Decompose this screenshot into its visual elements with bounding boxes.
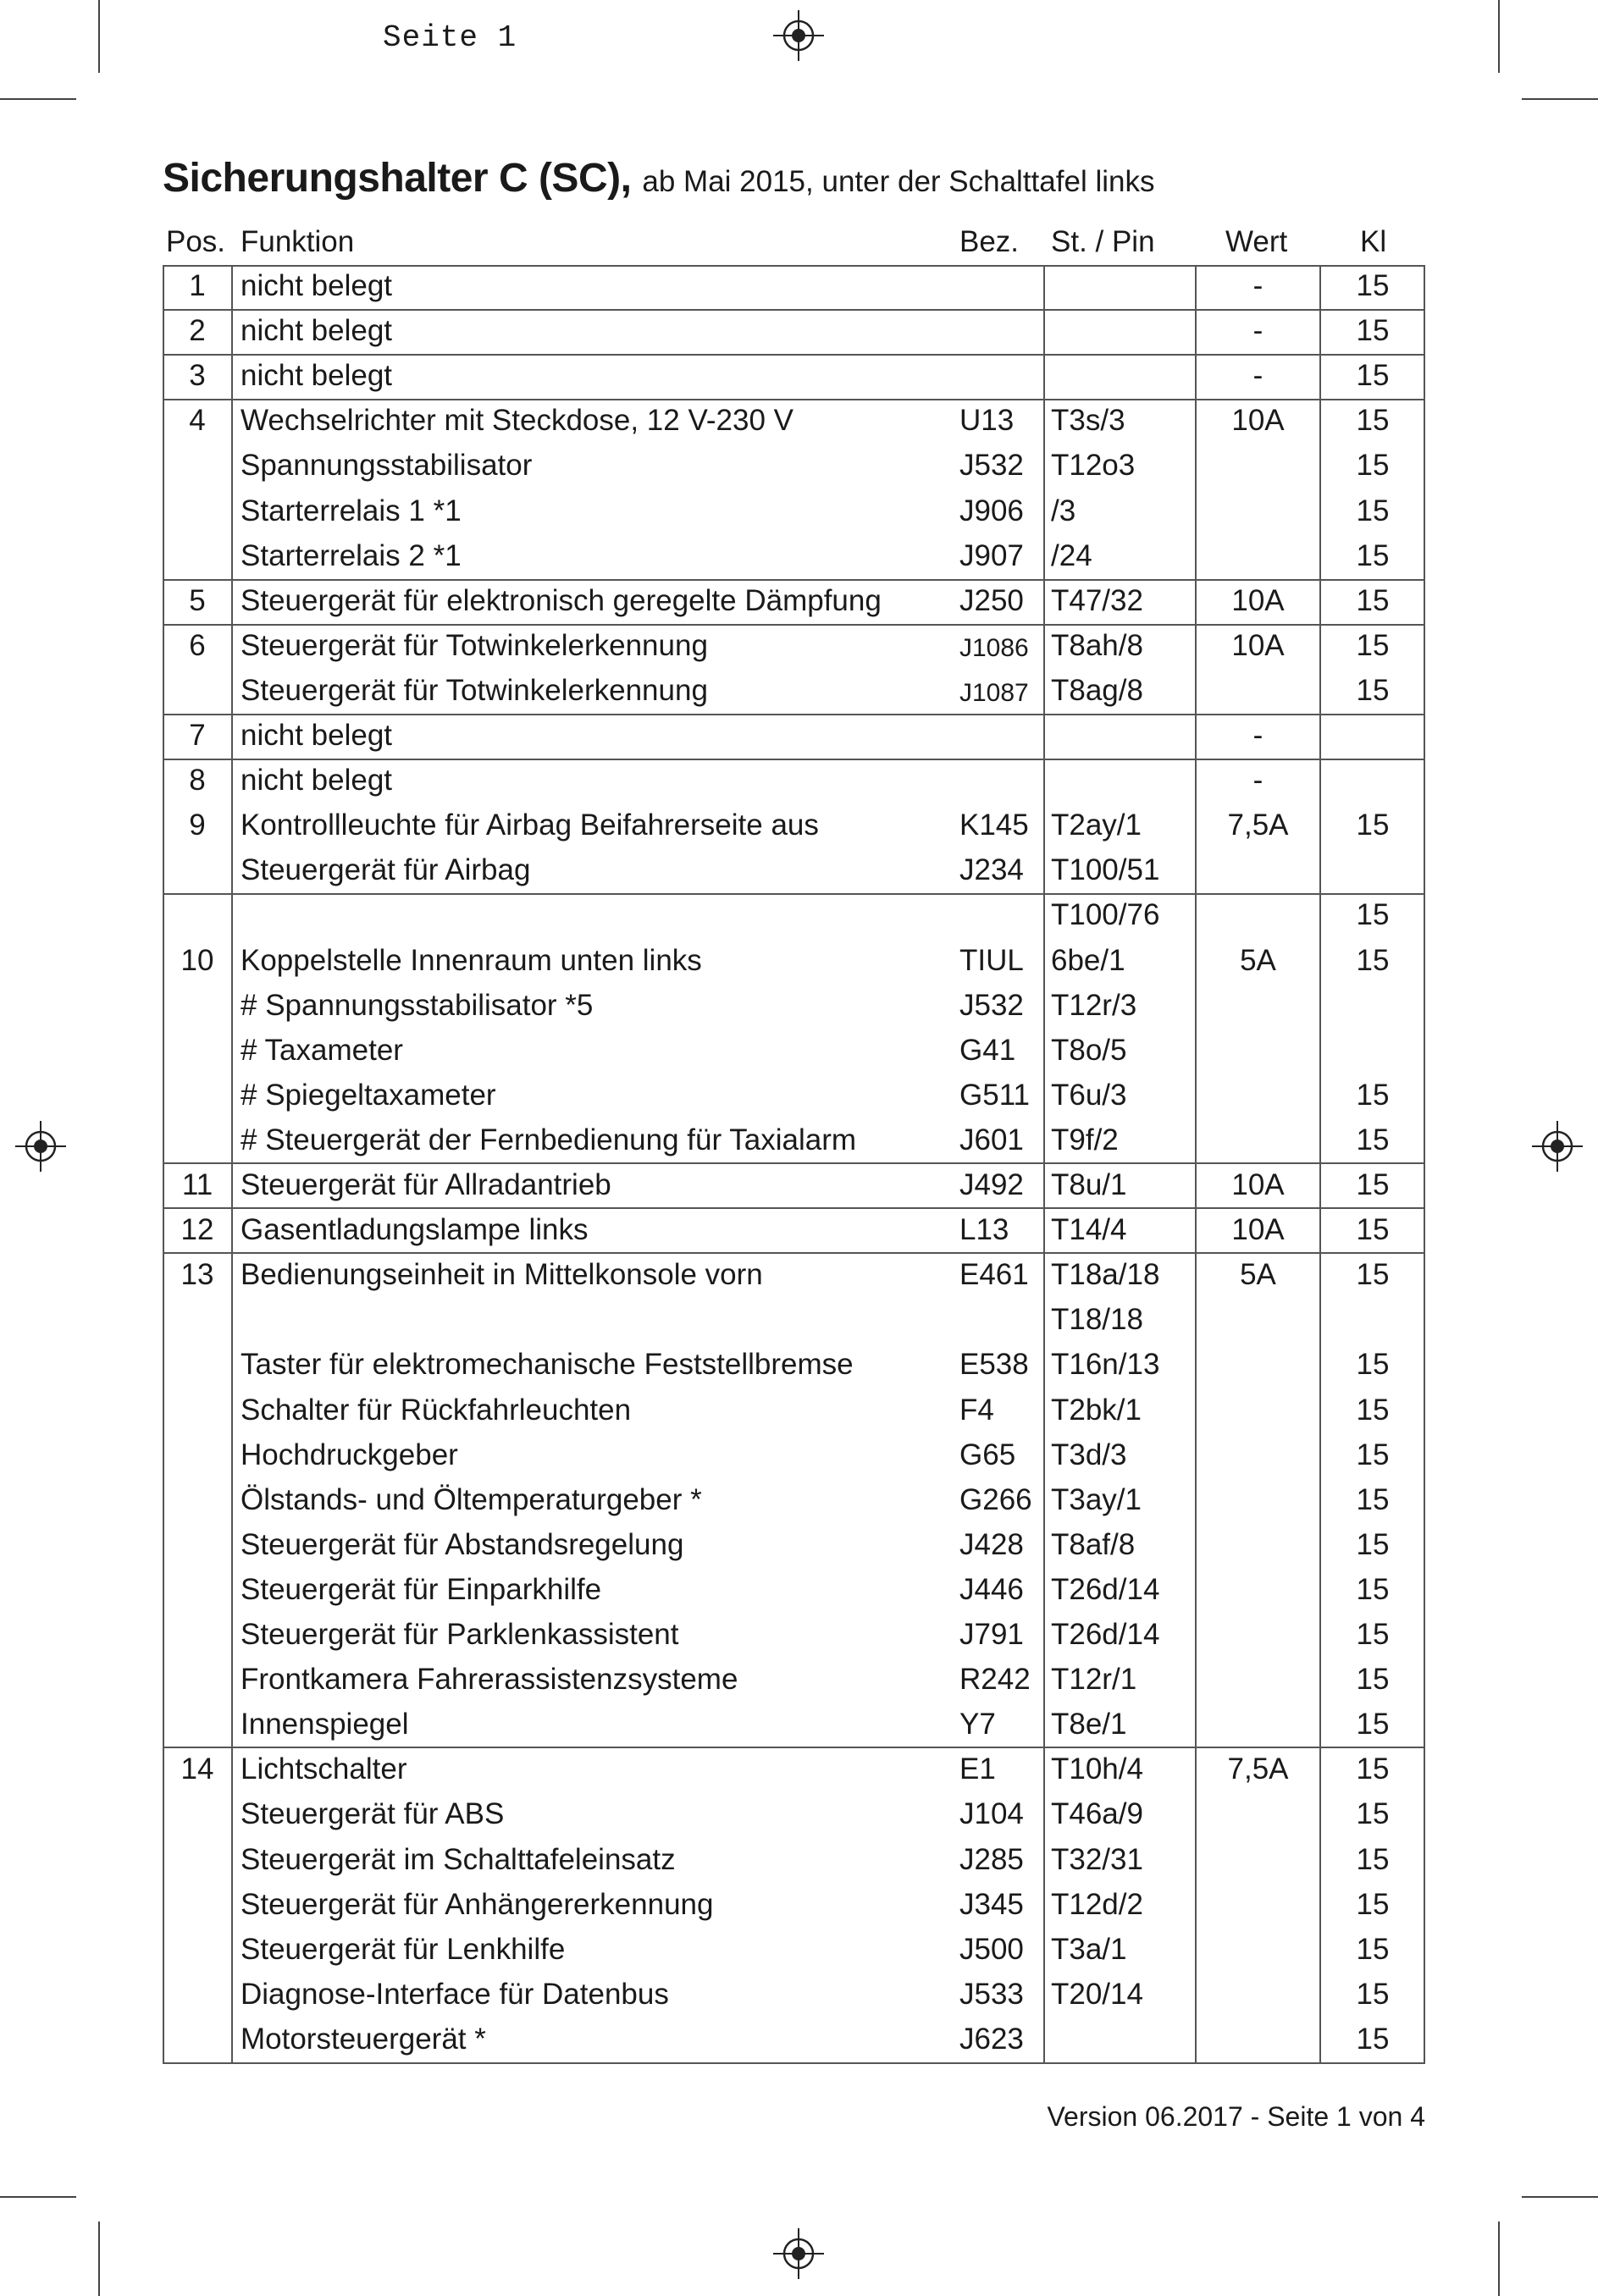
table-cell-funktion: Lichtschalter [241,1752,407,1785]
table-cell-pin: T3d/3 [1051,1438,1127,1471]
table-cell-kl: 15 [1356,1438,1390,1471]
table-cell-pin: T18/18 [1051,1303,1143,1336]
table-cell-bez: G65 [959,1438,1016,1471]
table-cell-bez: J446 [959,1573,1024,1606]
table-cell-kl: 15 [1356,539,1390,572]
table-cell-pos: 8 [189,764,206,797]
table-cell-kl: 15 [1356,1843,1390,1876]
table-cell-pos: 6 [189,629,206,662]
table-cell-funktion: # Taxameter [241,1034,403,1067]
table-cell-funktion: Steuergerät für Airbag [241,853,531,886]
table-cell-funktion: Kontrollleuchte für Airbag Beifahrerseite aus [241,809,819,842]
table-cell-pin: T2ay/1 [1051,809,1142,842]
table-cell-bez: J104 [959,1797,1024,1830]
table-cell-pin: T12r/3 [1051,989,1137,1022]
table-cell-pin: T6u/3 [1051,1079,1127,1112]
table-cell-bez: J1087 [959,679,1029,707]
table-cell-wert: 10A [1231,1168,1285,1201]
table-cell-kl: 15 [1356,449,1390,482]
table-cell-funktion: # Spannungsstabilisator *5 [241,989,594,1022]
table-cell-funktion: Starterrelais 2 *1 [241,539,462,572]
table-cell-funktion: nicht belegt [241,359,393,392]
table-cell-wert: - [1252,269,1263,302]
table-cell-bez: J533 [959,1978,1024,2011]
table-cell-kl: 15 [1356,1978,1390,2011]
table-cell-pos: 1 [189,269,206,302]
table-cell-kl: 15 [1356,359,1390,392]
table-cell-kl: 15 [1356,584,1390,617]
table-cell-funktion: nicht belegt [241,719,393,752]
table-cell-pin: T14/4 [1051,1213,1127,1246]
column-header-wert: Wert [1225,225,1288,258]
crop-mark [1498,0,1500,73]
table-cell-funktion: Steuergerät für Totwinkelerkennung [241,629,708,662]
table-cell-pos: 7 [189,719,206,752]
table-cell-pos: 9 [189,809,206,842]
table-cell-pin: T3a/1 [1051,1933,1127,1966]
table-cell-wert: 10A [1231,629,1285,662]
table-cell-pin: /24 [1051,539,1092,572]
table-cell-funktion: Steuergerät für Lenkhilfe [241,1933,566,1966]
table-cell-bez: G41 [959,1034,1016,1067]
table-cell-kl: 15 [1356,674,1390,707]
table-cell-kl: 15 [1356,1394,1390,1427]
title-main: Sicherungshalter C (SC) [163,156,621,201]
table-cell-kl: 15 [1356,1213,1390,1246]
table-cell-pin: T3ay/1 [1051,1483,1142,1516]
table-cell-bez: J234 [959,853,1024,886]
table-cell-kl: 15 [1356,1258,1390,1291]
table-cell-funktion: Koppelstelle Innenraum unten links [241,944,702,977]
registration-mark-icon [1532,1121,1583,1172]
table-cell-funktion: Steuergerät für Parklenkassistent [241,1618,679,1651]
table-cell-funktion: Wechselrichter mit Steckdose, 12 V-230 V [241,404,793,437]
table-cell-pin: T100/51 [1051,853,1160,886]
table-cell-bez: J532 [959,989,1024,1022]
table-cell-pin: T26d/14 [1051,1573,1160,1606]
table-cell-wert: 10A [1231,404,1285,437]
table-cell-pos: 14 [180,1752,214,1785]
table-cell-pin: T8e/1 [1051,1708,1127,1741]
table-cell-pin: T32/31 [1051,1843,1143,1876]
table-cell-wert: 7,5A [1227,1752,1289,1785]
table-cell-bez: L13 [959,1213,1009,1246]
table-cell-kl: 15 [1356,1079,1390,1112]
table-cell-bez: J532 [959,449,1024,482]
table-cell-kl: 15 [1356,1168,1390,1201]
crop-mark [1522,2196,1598,2198]
table-cell-kl: 15 [1356,269,1390,302]
table-cell-bez: J907 [959,539,1024,572]
table-cell-bez: J1086 [959,634,1029,662]
table-cell-funktion: Spannungsstabilisator [241,449,533,482]
table-cell-pin: T12r/1 [1051,1663,1137,1696]
table-cell-pin: T46a/9 [1051,1797,1143,1830]
title-comma: , [620,156,632,201]
table-cell-bez: Y7 [959,1708,996,1741]
table-cell-kl: 15 [1356,944,1390,977]
table-cell-bez: U13 [959,404,1015,437]
table-cell-funktion: nicht belegt [241,314,393,347]
table-cell-pin: T8ag/8 [1051,674,1143,707]
registration-mark-icon [15,1121,66,1172]
table-cell-funktion: nicht belegt [241,269,393,302]
table-cell-funktion: Hochdruckgeber [241,1438,458,1471]
table-cell-kl: 15 [1356,809,1390,842]
table-cell-pin: T100/76 [1051,898,1160,931]
table-cell-bez: J250 [959,584,1024,617]
table-cell-funktion: Steuergerät für ABS [241,1797,505,1830]
table-cell-pin: T8o/5 [1051,1034,1127,1067]
fuse-table [163,265,1425,2064]
table-cell-kl: 15 [1356,1348,1390,1381]
table-cell-wert: 5A [1240,1258,1276,1291]
table-cell-pin: T16n/13 [1051,1348,1160,1381]
table-cell-funktion: Steuergerät für Abstandsregelung [241,1528,684,1561]
table-cell-bez: J623 [959,2023,1024,2056]
table-cell-pin: T3s/3 [1051,404,1125,437]
table-cell-pos: 4 [189,404,206,437]
crop-mark [0,98,76,100]
table-cell-kl: 15 [1356,1797,1390,1830]
table-cell-pin: /3 [1051,494,1076,527]
table-cell-funktion: Steuergerät für Anhängererkennung [241,1888,714,1921]
table-cell-pos: 5 [189,584,206,617]
document-title [163,155,1154,201]
table-cell-funktion: Steuergerät für Totwinkelerkennung [241,674,708,707]
table-grid-lines [163,265,1425,2064]
table-cell-funktion: Bedienungseinheit in Mittelkonsole vorn [241,1258,763,1291]
table-cell-bez: J791 [959,1618,1024,1651]
table-cell-pos: 13 [180,1258,214,1291]
crop-mark [1498,2221,1500,2296]
table-cell-kl: 15 [1356,1888,1390,1921]
table-cell-kl: 15 [1356,1708,1390,1741]
table-cell-bez: J285 [959,1843,1024,1876]
table-cell-bez: J601 [959,1123,1024,1156]
column-header-funktion: Funktion [241,225,355,258]
table-cell-wert: - [1252,764,1263,797]
table-cell-kl: 15 [1356,1618,1390,1651]
table-cell-bez: G266 [959,1483,1032,1516]
table-cell-funktion: # Steuergerät der Fernbedienung für Taxialarm [241,1123,857,1156]
table-cell-kl: 15 [1356,494,1390,527]
table-cell-funktion: nicht belegt [241,764,393,797]
table-cell-wert: 10A [1231,584,1285,617]
table-cell-funktion: Frontkamera Fahrerassistenzsysteme [241,1663,738,1696]
table-cell-funktion: Innenspiegel [241,1708,409,1741]
table-cell-funktion: Schalter für Rückfahrleuchten [241,1394,632,1427]
table-cell-funktion: Steuergerät für elektronisch geregelte Dämpfung [241,584,882,617]
table-cell-bez: J428 [959,1528,1024,1561]
table-cell-kl: 15 [1356,1573,1390,1606]
table-cell-wert: - [1252,359,1263,392]
table-cell-pos: 3 [189,359,206,392]
table-cell-wert: 5A [1240,944,1276,977]
table-cell-kl: 15 [1356,404,1390,437]
table-cell-wert: 7,5A [1227,809,1289,842]
table-cell-funktion: Taster für elektromechanische Feststellbremse [241,1348,854,1381]
column-header-bez: Bez. [959,225,1020,258]
column-header-pos: Pos. [166,225,226,258]
table-cell-funktion: Diagnose-Interface für Datenbus [241,1978,669,2011]
table-cell-bez: F4 [959,1394,994,1427]
crop-mark [0,2196,76,2198]
table-cell-funktion: Steuergerät im Schalttafeleinsatz [241,1843,676,1876]
table-cell-pin: T20/14 [1051,1978,1143,2011]
table-cell-bez: TIUL [959,944,1024,977]
table-cell-pos: 12 [180,1213,214,1246]
table-cell-bez: J906 [959,494,1024,527]
table-cell-kl: 15 [1356,1483,1390,1516]
table-cell-funktion: Ölstands- und Öltemperaturgeber * [241,1483,702,1516]
registration-mark-icon [773,10,824,61]
crop-mark [98,2221,100,2296]
page-footer: Version 06.2017 - Seite 1 von 4 [1047,2101,1425,2132]
table-cell-pin: T12o3 [1051,449,1136,482]
table-cell-kl: 15 [1356,314,1390,347]
table-cell-kl: 15 [1356,898,1390,931]
column-header-pin: St. / Pin [1051,225,1155,258]
table-cell-bez: E461 [959,1258,1029,1291]
table-cell-bez: K145 [959,809,1029,842]
table-cell-bez: E538 [959,1348,1029,1381]
table-cell-funktion: Motorsteuergerät * [241,2023,486,2056]
table-cell-bez: E1 [959,1752,996,1785]
table-cell-funktion: # Spiegeltaxameter [241,1079,496,1112]
table-cell-wert: 10A [1231,1213,1285,1246]
table-cell-pin: T8ah/8 [1051,629,1143,662]
column-header-kl: Kl [1360,225,1387,258]
table-cell-kl: 15 [1356,1123,1390,1156]
table-cell-bez: J345 [959,1888,1024,1921]
table-cell-pin: 6be/1 [1051,944,1125,977]
table-cell-wert: - [1252,314,1263,347]
table-cell-bez: R242 [959,1663,1031,1696]
table-cell-pin: T9f/2 [1051,1123,1119,1156]
table-cell-bez: J500 [959,1933,1024,1966]
table-cell-pos: 11 [181,1168,213,1201]
table-cell-bez: G511 [959,1079,1031,1112]
table-cell-funktion: Steuergerät für Einparkhilfe [241,1573,602,1606]
table-cell-kl: 15 [1356,1933,1390,1966]
table-cell-pin: T26d/14 [1051,1618,1160,1651]
table-cell-wert: - [1252,719,1263,752]
table-cell-funktion: Steuergerät für Allradantrieb [241,1168,611,1201]
table-cell-kl: 15 [1356,2023,1390,2056]
table-cell-funktion: Starterrelais 1 *1 [241,494,462,527]
table-cell-pos: 2 [189,314,206,347]
table-cell-pin: T10h/4 [1051,1752,1143,1785]
registration-mark-icon [773,2228,824,2279]
table-cell-pin: T8af/8 [1051,1528,1136,1561]
table-cell-pin: T12d/2 [1051,1888,1143,1921]
crop-mark [1522,98,1598,100]
table-cell-bez: J492 [959,1168,1024,1201]
title-subtitle: ab Mai 2015, unter der Schalttafel links [642,165,1155,198]
crop-mark [98,0,100,73]
table-cell-pin: T47/32 [1051,584,1143,617]
table-cell-kl: 15 [1356,629,1390,662]
table-cell-kl: 15 [1356,1663,1390,1696]
table-cell-kl: 15 [1356,1528,1390,1561]
table-cell-pin: T8u/1 [1051,1168,1127,1201]
table-cell-funktion: Gasentladungslampe links [241,1213,589,1246]
table-cell-kl: 15 [1356,1752,1390,1785]
table-cell-pos: 10 [180,944,214,977]
page-label: Seite 1 [383,20,517,55]
table-cell-pin: T2bk/1 [1051,1394,1142,1427]
table-cell-pin: T18a/18 [1051,1258,1160,1291]
